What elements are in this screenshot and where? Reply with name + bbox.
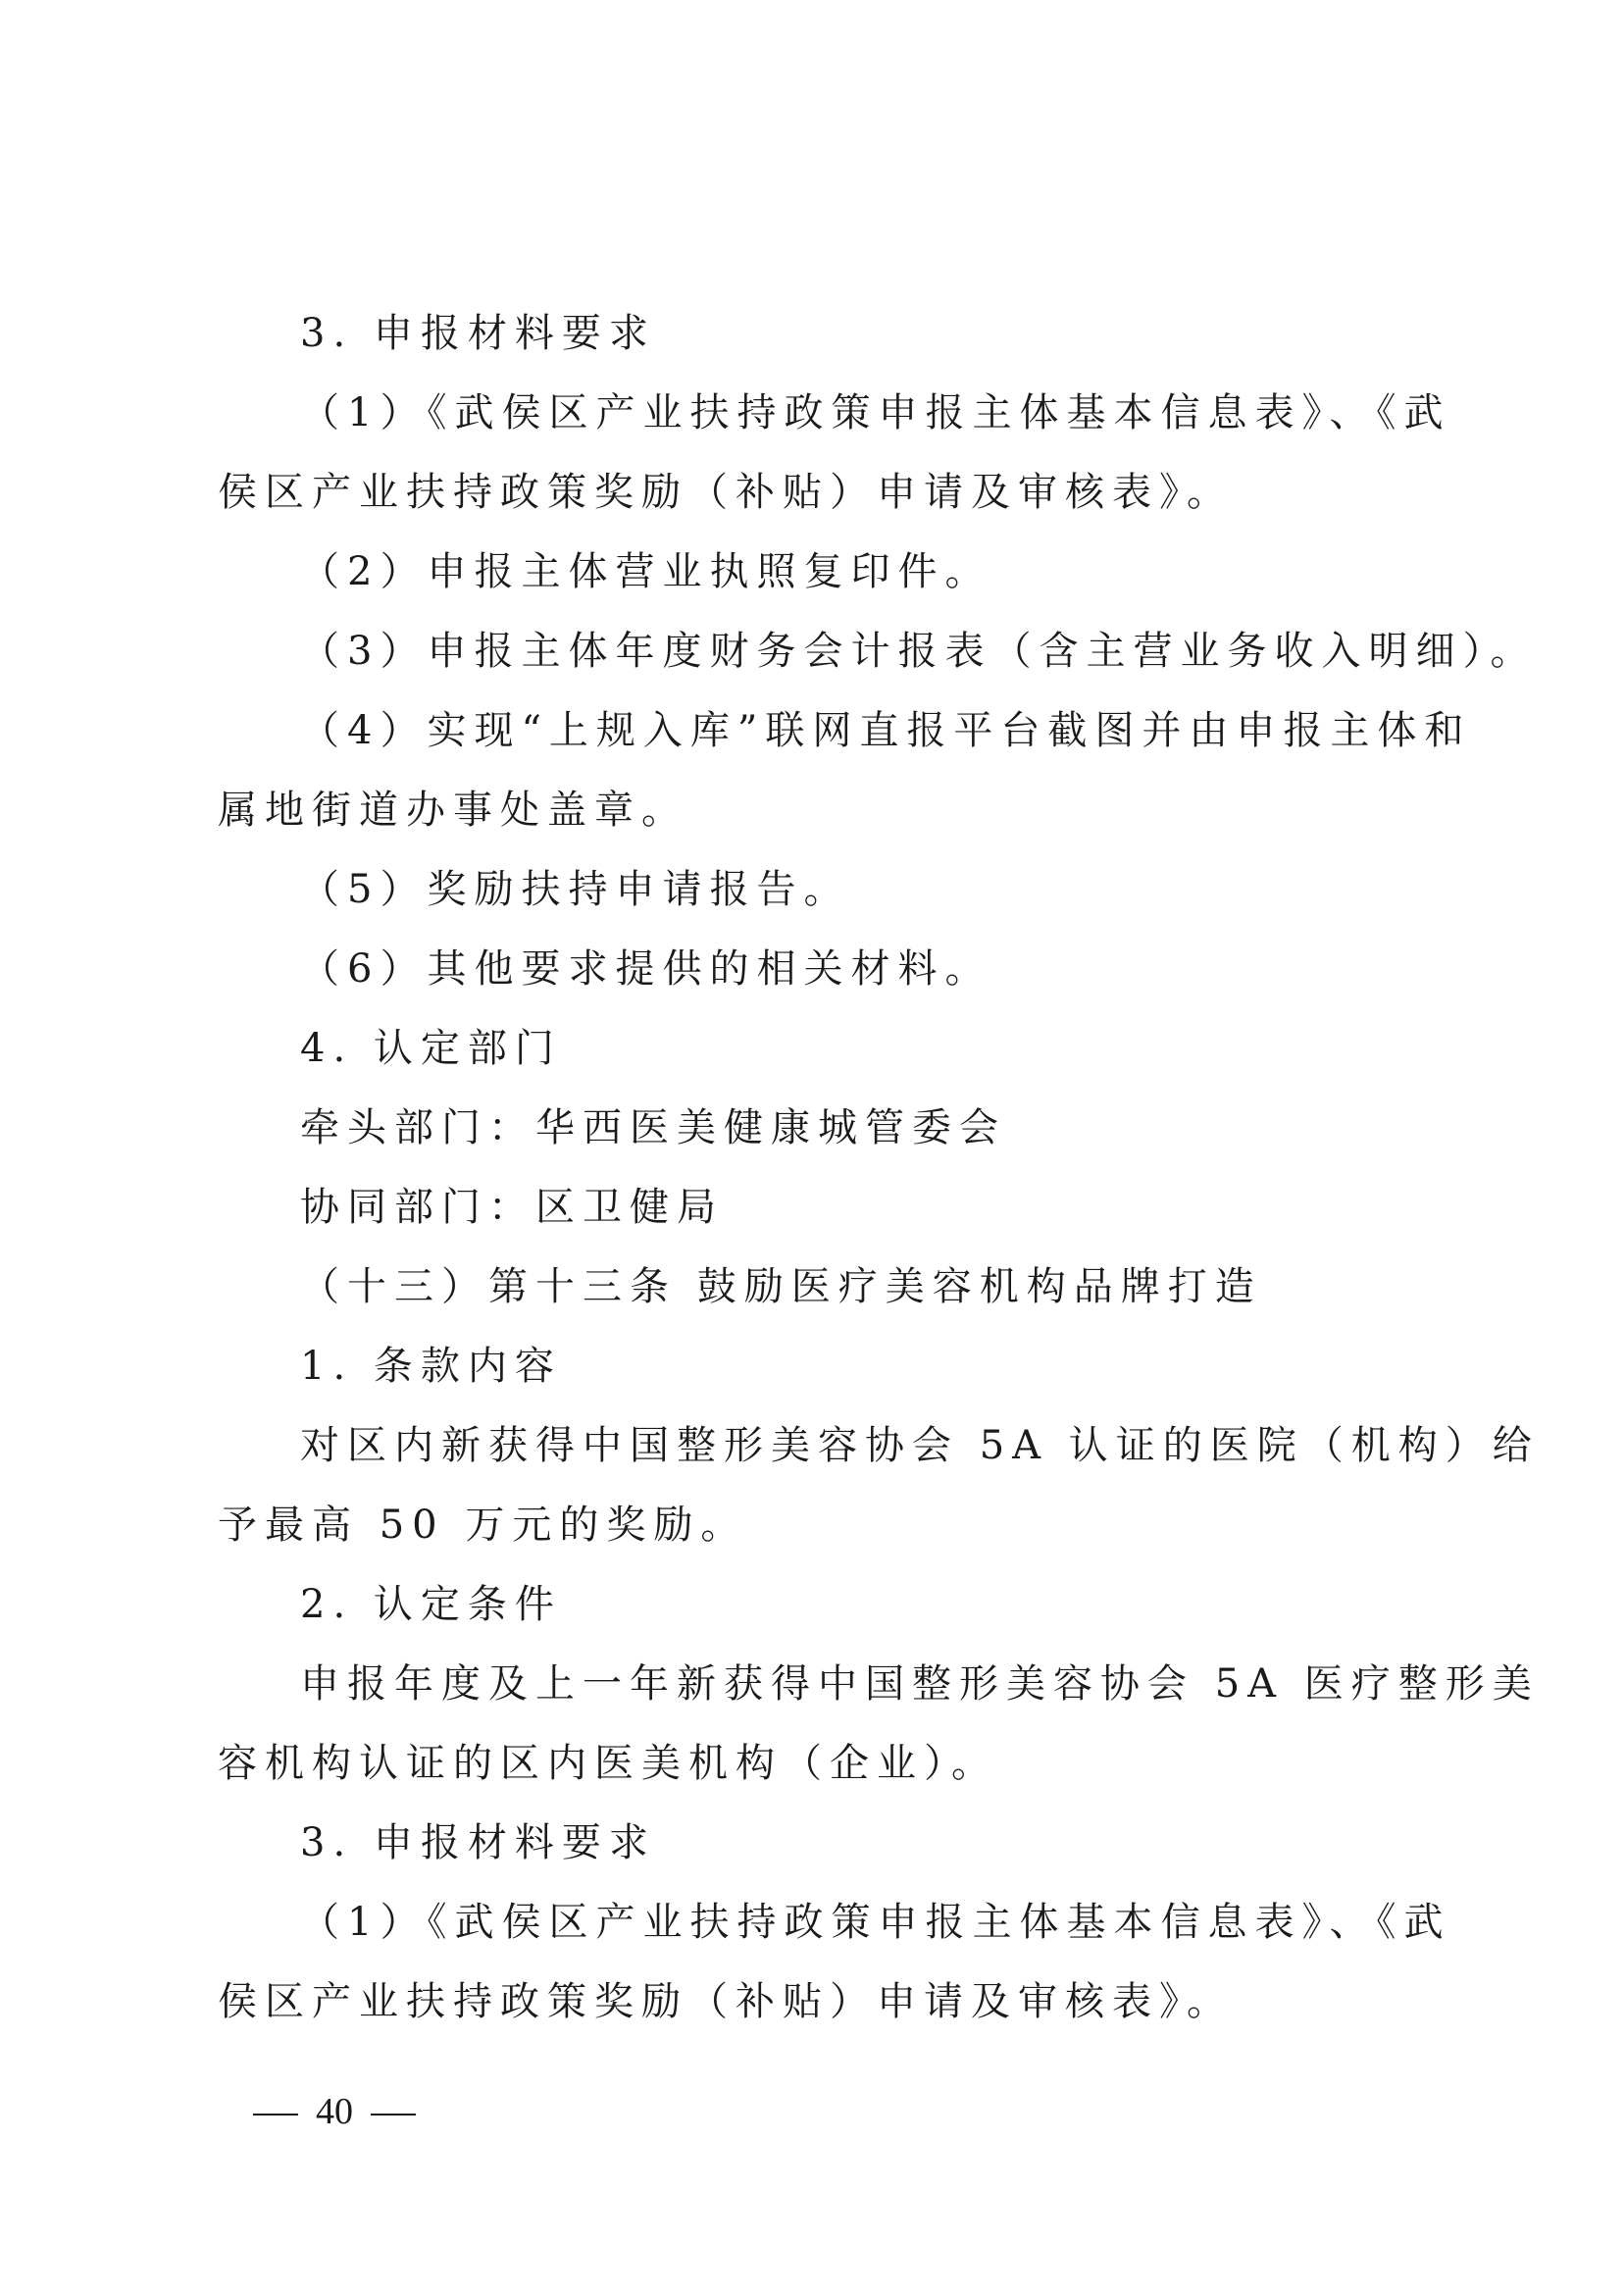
paragraph-line: （5）奖励扶持申请报告。	[300, 867, 851, 912]
paragraph-line: 容机构认证的区内医美机构（企业）。	[218, 1741, 998, 1786]
section-heading: 4. 认定部门	[300, 1026, 562, 1071]
paragraph-line: 申报年度及上一年新获得中国整形美容协会 5A 医疗整形美	[300, 1661, 1540, 1707]
paragraph-line: 牵头部门：华西医美健康城管委会	[300, 1105, 1006, 1150]
article-heading: （十三）第十三条 鼓励医疗美容机构品牌打造	[300, 1264, 1262, 1309]
page-footer	[253, 2088, 416, 2134]
paragraph-line: （4）实现“上规入库”联网直报平台截图并由申报主体和	[300, 708, 1472, 753]
paragraph-line: 协同部门：区卫健局	[300, 1185, 724, 1230]
paragraph-line: 属地街道办事处盖章。	[218, 788, 688, 833]
page-number: 40	[316, 2091, 353, 2132]
paragraph-line: 侯区产业扶持政策奖励（补贴）申请及审核表》。	[218, 1979, 1234, 2024]
paragraph-line: （1）《武侯区产业扶持政策申报主体基本信息表》、《武	[300, 1900, 1451, 1945]
section-heading: 3. 申报材料要求	[300, 311, 656, 356]
paragraph-line: （2）申报主体营业执照复印件。	[300, 549, 992, 594]
section-heading: 1. 条款内容	[300, 1344, 562, 1389]
footer-dash-right	[371, 2114, 416, 2116]
paragraph-line: 对区内新获得中国整形美容协会 5A 认证的医院（机构）给	[300, 1423, 1540, 1468]
section-heading: 2. 认定条件	[300, 1582, 562, 1627]
paragraph-line: 予最高 50 万元的奖励。	[218, 1503, 748, 1548]
paragraph-line: （1）《武侯区产业扶持政策申报主体基本信息表》、《武	[300, 390, 1451, 435]
paragraph-line: （3）申报主体年度财务会计报表（含主营业务收入明细）。	[300, 629, 1538, 674]
section-heading: 3. 申报材料要求	[300, 1820, 656, 1865]
paragraph-line: 侯区产业扶持政策奖励（补贴）申请及审核表》。	[218, 470, 1234, 515]
paragraph-line: （6）其他要求提供的相关材料。	[300, 946, 992, 992]
footer-dash-left	[253, 2114, 298, 2116]
